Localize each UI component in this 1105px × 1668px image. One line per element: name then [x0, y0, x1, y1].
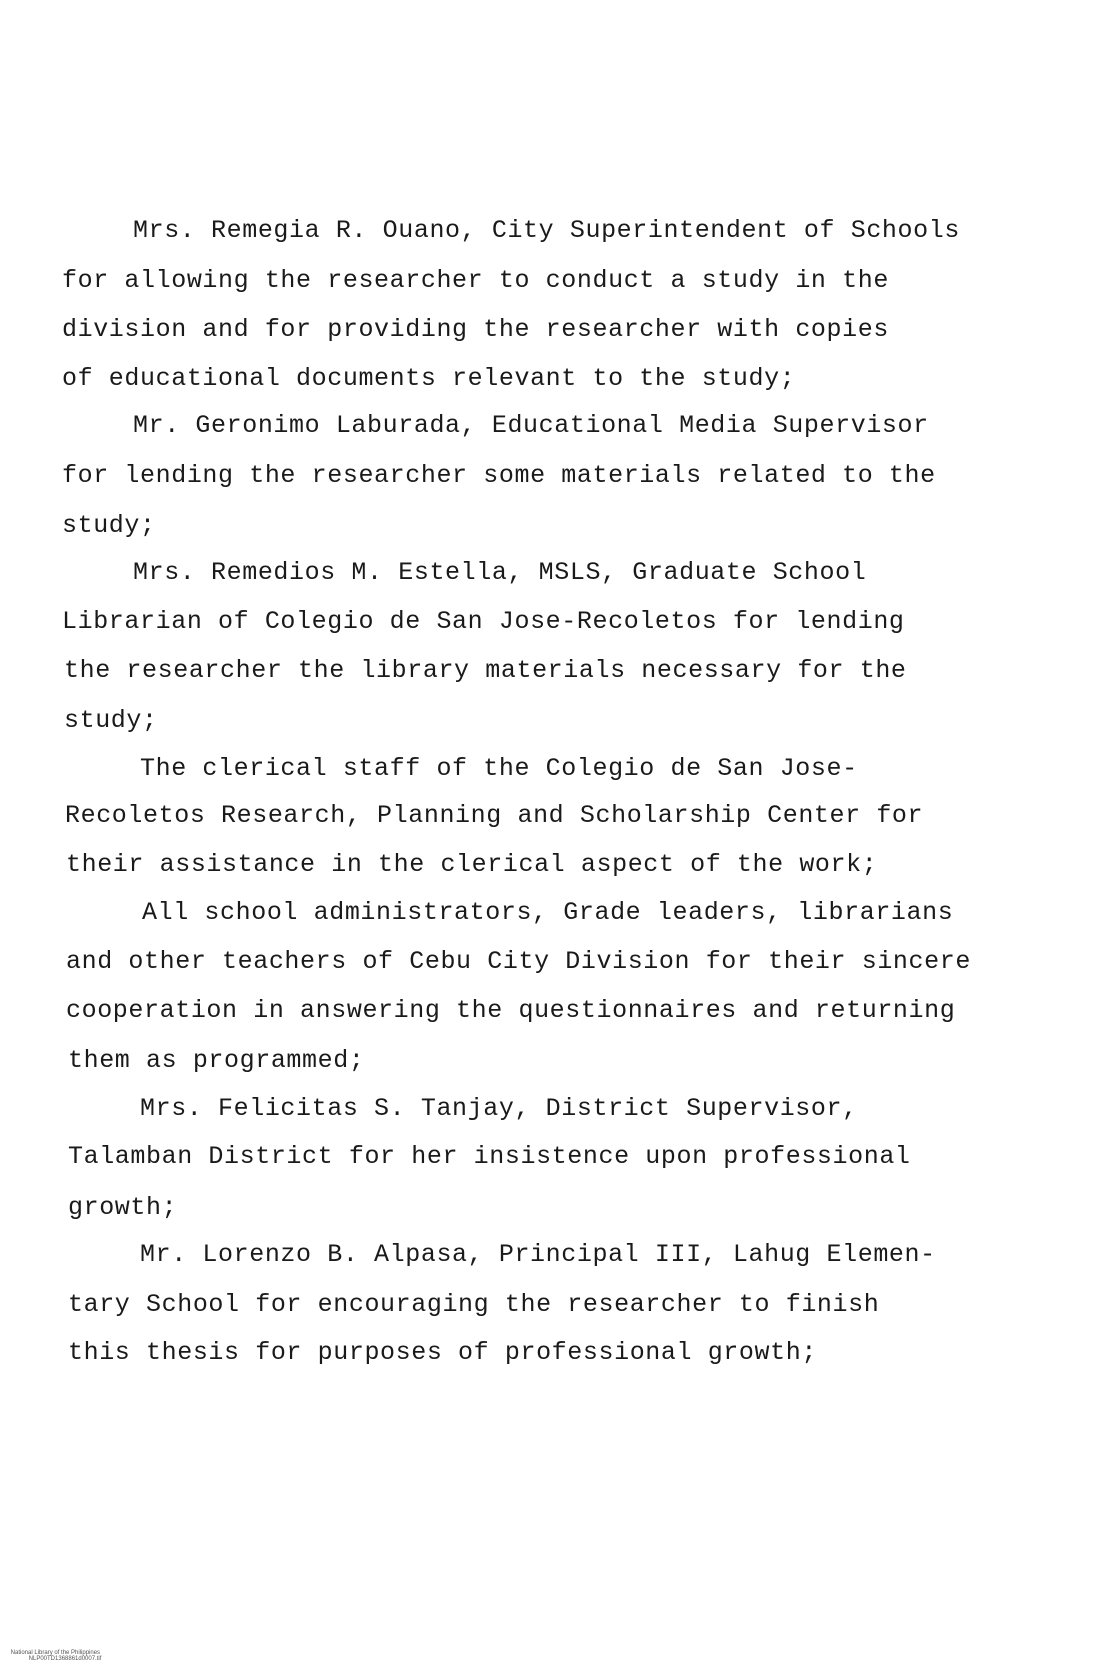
text-line: for allowing the researcher to conduct a study in the	[62, 266, 889, 295]
text-line: them as programmed;	[68, 1046, 365, 1075]
text-line: Mrs. Felicitas S. Tanjay, District Supervisor,	[140, 1094, 858, 1123]
footer-library: National Library of the Philippines	[10, 1650, 101, 1656]
text-line: Talamban District for her insistence upon professional	[68, 1142, 911, 1171]
text-line: this thesis for purposes of professional growth;	[68, 1338, 817, 1367]
text-line: their assistance in the clerical aspect of the work;	[66, 850, 878, 879]
text-line: Mrs. Remedios M. Estella, MSLS, Graduate School	[133, 558, 867, 587]
text-line: Mr. Geronimo Laburada, Educational Media Supervisor	[133, 411, 929, 440]
text-line: The clerical staff of the Colegio de San Jose-	[140, 754, 858, 783]
text-line: cooperation in answering the questionnaires and returning	[66, 996, 956, 1025]
text-line: division and for providing the researcher with copies	[62, 315, 889, 344]
text-line: study;	[62, 511, 156, 540]
text-line: tary School for encouraging the researcher to finish	[68, 1290, 880, 1319]
text-line: All school administrators, Grade leaders, librarians	[142, 898, 954, 927]
text-line: and other teachers of Cebu City Division for their sincere	[66, 947, 971, 976]
text-line: Recoletos Research, Planning and Scholarship Center for	[65, 801, 924, 830]
scan-footer	[4, 1644, 101, 1668]
text-line: Mrs. Remegia R. Ouano, City Superintendent of Schools	[133, 216, 960, 245]
text-line: Mr. Lorenzo B. Alpasa, Principal III, Lahug Elemen-	[140, 1240, 936, 1269]
text-line: study;	[64, 706, 158, 735]
text-line: the researcher the library materials necessary for the	[64, 656, 907, 685]
text-line: for lending the researcher some materials related to the	[62, 461, 936, 490]
text-line: Librarian of Colegio de San Jose-Recoletos for lending	[62, 607, 905, 636]
text-line: growth;	[68, 1193, 178, 1222]
text-line: of educational documents relevant to the study;	[62, 364, 796, 393]
footer-file-id: NLP00TD1368861d0007.tif	[28, 1656, 102, 1662]
